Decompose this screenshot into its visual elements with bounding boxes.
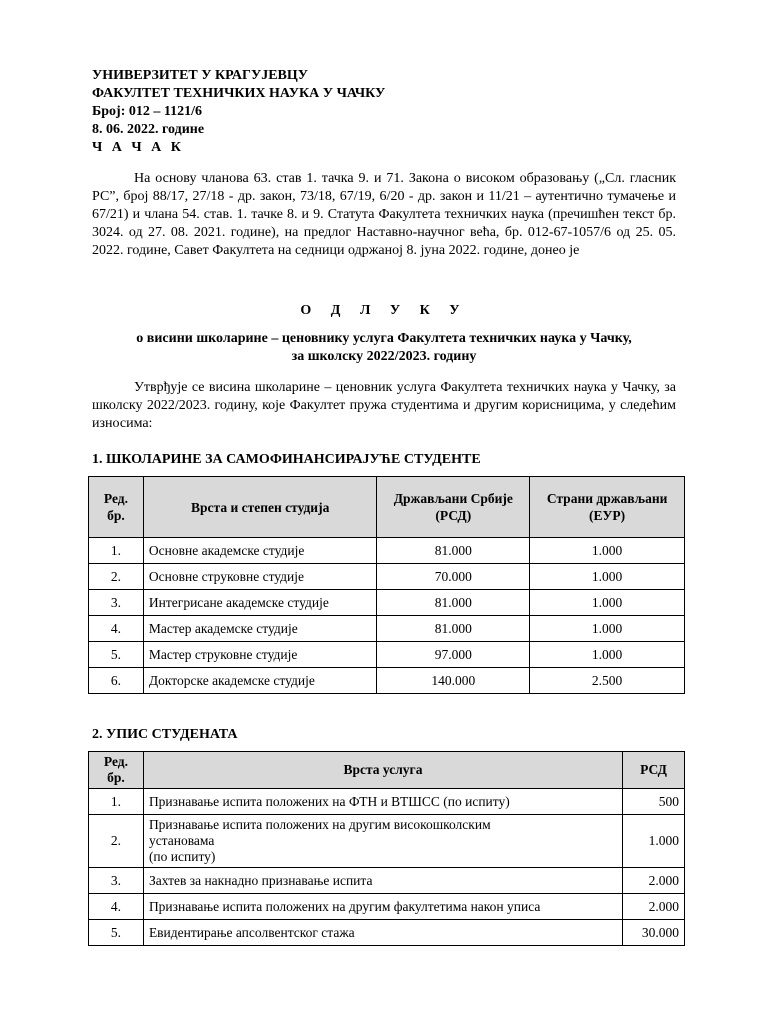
document-date: 8. 06. 2022. године <box>92 122 205 137</box>
row-number: 4. <box>89 894 144 920</box>
price-rsd: 500 <box>623 789 685 815</box>
table-row <box>89 590 685 616</box>
price-eur: 1.000 <box>530 642 685 668</box>
intro-paragraph: На основу чланова 63. став 1. тачка 9. и 71. Закона о високом образовању („Сл. гласник РС”, број 88/17, 27/18 - др. закон, 73/18, 67/19, 6/20 - др. закон и 11/21 – аутентично тумачење и 67/21) и члана 54. став. 1. тачке 8. и 9. Статута Факултета техничких наука (пречишћен текст бр. 3024. од 27. 08. 2021. године), на предлог Наставно-научног већа, бр. 012-67-1057/6 од 25. 05. 2022. године, Савет Факултета на седници одржаној 8. јуна 2022. године, донео је <box>92 171 676 258</box>
service-name: Признавање испита положених на другим факултетима након уписа <box>143 894 622 920</box>
table-header-row <box>89 752 685 789</box>
service-name-line-1: Признавање испита положених на другим високошколским <box>148 817 491 832</box>
table-row <box>89 894 685 920</box>
decision-subtitle-line-2: за школску 2022/2023. годину <box>291 349 477 364</box>
decision-title: О Д Л У К У <box>300 303 468 318</box>
table-row <box>89 564 685 590</box>
document-number: Број: 012 – 1121/6 <box>92 104 202 119</box>
col-header-no: Ред. бр. <box>89 752 144 789</box>
row-number: 3. <box>89 868 144 894</box>
study-type: Мастер академске студије <box>143 616 377 642</box>
service-name <box>143 815 622 868</box>
row-number: 6. <box>89 668 144 694</box>
table-row <box>89 815 685 868</box>
decision-subtitle <box>92 330 676 366</box>
col-header-service: Врста услуга <box>143 752 622 789</box>
enrollment-table <box>88 751 685 946</box>
document-city: Ч А Ч А К <box>92 140 184 155</box>
faculty-name: ФАКУЛТЕТ ТЕХНИЧКИХ НАУКА У ЧАЧКУ <box>92 86 386 101</box>
price-rsd: 30.000 <box>623 920 685 946</box>
row-number: 1. <box>89 538 144 564</box>
col-header-no: Ред. бр. <box>89 477 144 538</box>
service-name: Признавање испита положених на ФТН и ВТШСС (по испиту) <box>143 789 622 815</box>
study-type: Основне академске студије <box>143 538 377 564</box>
col-header-study-type: Врста и степен студија <box>143 477 377 538</box>
price-rsd: 2.000 <box>623 894 685 920</box>
study-type: Мастер струковне студије <box>143 642 377 668</box>
study-type: Интегрисане академске студије <box>143 590 377 616</box>
service-name: Евидентирање апсолвентског стажа <box>143 920 622 946</box>
price-rsd: 70.000 <box>377 564 530 590</box>
price-eur: 1.000 <box>530 564 685 590</box>
service-name: Захтев за накнадно признавање испита <box>143 868 622 894</box>
row-number: 1. <box>89 789 144 815</box>
study-type: Докторске академске студије <box>143 668 377 694</box>
table-row <box>89 920 685 946</box>
row-number: 3. <box>89 590 144 616</box>
table-header-row <box>89 477 685 538</box>
decision-paragraph: Утврђује се висина школарине – ценовник услуга Факултета техничких наука у Чачку, за школску 2022/2023. годину, које Факултет пружа студентима и другим корисницима, у следећим износима: <box>92 380 676 431</box>
section-2-heading: 2. УПИС СТУДЕНАТА <box>92 727 238 742</box>
price-rsd: 1.000 <box>623 815 685 868</box>
price-eur: 2.500 <box>530 668 685 694</box>
price-eur: 1.000 <box>530 538 685 564</box>
price-rsd: 2.000 <box>623 868 685 894</box>
row-number: 5. <box>89 920 144 946</box>
study-type: Основне струковне студије <box>143 564 377 590</box>
table-row <box>89 616 685 642</box>
decision-subtitle-line-1: о висини школарине – ценовнику услуга Факултета техничких наука у Чачку, <box>136 331 632 346</box>
table-row <box>89 789 685 815</box>
price-eur: 1.000 <box>530 616 685 642</box>
section-1-heading: 1. ШКОЛАРИНЕ ЗА САМОФИНАНСИРАЈУЋЕ СТУДЕНТЕ <box>92 452 481 467</box>
price-eur: 1.000 <box>530 590 685 616</box>
row-number: 5. <box>89 642 144 668</box>
university-name: УНИВЕРЗИТЕТ У КРАГУЈЕВЦУ <box>92 68 309 83</box>
tuition-table <box>88 476 685 694</box>
row-number: 2. <box>89 815 144 868</box>
price-rsd: 97.000 <box>377 642 530 668</box>
col-header-rsd: РСД <box>623 752 685 789</box>
price-rsd: 81.000 <box>377 616 530 642</box>
price-rsd: 81.000 <box>377 538 530 564</box>
row-number: 4. <box>89 616 144 642</box>
table-row <box>89 668 685 694</box>
table-row <box>89 642 685 668</box>
col-header-eur: Страни држављани (ЕУР) <box>530 477 685 538</box>
service-name-line-3: (по испиту) <box>148 849 216 864</box>
table-row <box>89 868 685 894</box>
row-number: 2. <box>89 564 144 590</box>
col-header-rsd: Држављани Србије (РСД) <box>377 477 530 538</box>
price-rsd: 81.000 <box>377 590 530 616</box>
document-header <box>92 67 385 157</box>
price-rsd: 140.000 <box>377 668 530 694</box>
table-row <box>89 538 685 564</box>
service-name-line-2: установама <box>148 833 215 848</box>
